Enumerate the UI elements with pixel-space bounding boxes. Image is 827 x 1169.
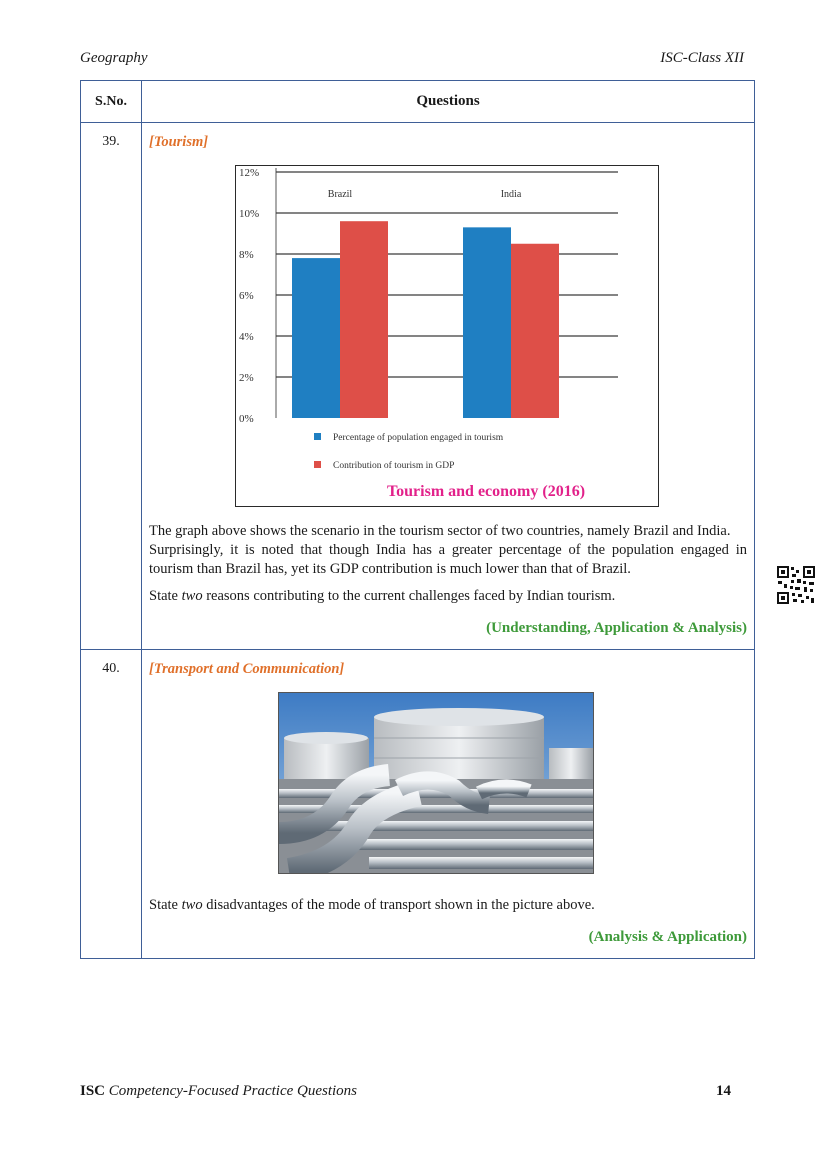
chart-svg — [236, 166, 658, 506]
question-cell — [142, 650, 755, 959]
page-number: 14 — [716, 1083, 731, 1099]
footer-text: Competency-Focused Practice Questions — [108, 1083, 358, 1099]
column-header-questions: Questions — [142, 81, 755, 123]
bar-brazil-1 — [292, 258, 340, 418]
pipeline-illustration — [279, 693, 593, 873]
skill-tag: (Understanding, Application & Analysis) — [486, 620, 747, 636]
header-class: ISC-Class XII — [660, 50, 744, 66]
y-tick-label: 4% — [239, 331, 254, 343]
qr-code-icon — [776, 565, 816, 605]
question-row-40 — [81, 650, 755, 959]
legend-swatch — [314, 461, 321, 468]
y-tick-label: 10% — [239, 208, 260, 220]
skill-tag: (Analysis & Application) — [588, 929, 747, 945]
emphasis: two — [181, 588, 203, 604]
question-topic: [Transport and Communication] — [149, 661, 345, 677]
footer — [80, 1083, 357, 1100]
chart-title: Tourism and economy (2016) — [386, 483, 586, 500]
y-tick-label: 2% — [239, 372, 254, 384]
emphasis: two — [181, 897, 203, 913]
question-number: 40. — [81, 650, 142, 959]
y-tick-label: 12% — [239, 167, 260, 179]
bar-brazil-2 — [340, 221, 388, 418]
y-tick-label: 6% — [239, 290, 254, 302]
y-tick-label: 8% — [239, 249, 254, 261]
question-paragraph: Surprisingly, it is noted that though India has a greater percentage of the population engaged in tourism than Brazil has, yet its GDP contribution is much lower than that of Brazil. — [149, 542, 747, 577]
column-header-sno: S.No. — [81, 81, 142, 123]
bar-india-1 — [463, 227, 511, 418]
question-row-39 — [81, 123, 755, 650]
category-label: Brazil — [327, 189, 353, 200]
question-topic: [Tourism] — [149, 134, 209, 150]
question-prompt: State two reasons contributing to the current challenges faced by Indian tourism. — [149, 588, 616, 604]
legend-swatch — [314, 433, 321, 440]
footer-brand: ISC — [80, 1083, 106, 1099]
question-prompt: State two disadvantages of the mode of transport shown in the picture above. — [149, 897, 595, 913]
tourism-chart — [235, 165, 659, 507]
bar-india-2 — [511, 244, 559, 418]
question-number: 39. — [81, 123, 142, 650]
table-header-row — [81, 81, 755, 123]
legend-label: Percentage of population engaged in tourism — [333, 433, 504, 443]
pipeline-photo — [278, 692, 594, 874]
category-label: India — [500, 189, 522, 200]
legend-label: Contribution of tourism in GDP — [333, 461, 455, 471]
questions-table — [80, 80, 755, 959]
question-cell — [142, 123, 755, 650]
question-paragraph: The graph above shows the scenario in the tourism sector of two countries, namely Brazil and India. — [149, 523, 731, 539]
y-tick-label: 0% — [239, 413, 254, 425]
header-subject: Geography — [80, 50, 148, 66]
